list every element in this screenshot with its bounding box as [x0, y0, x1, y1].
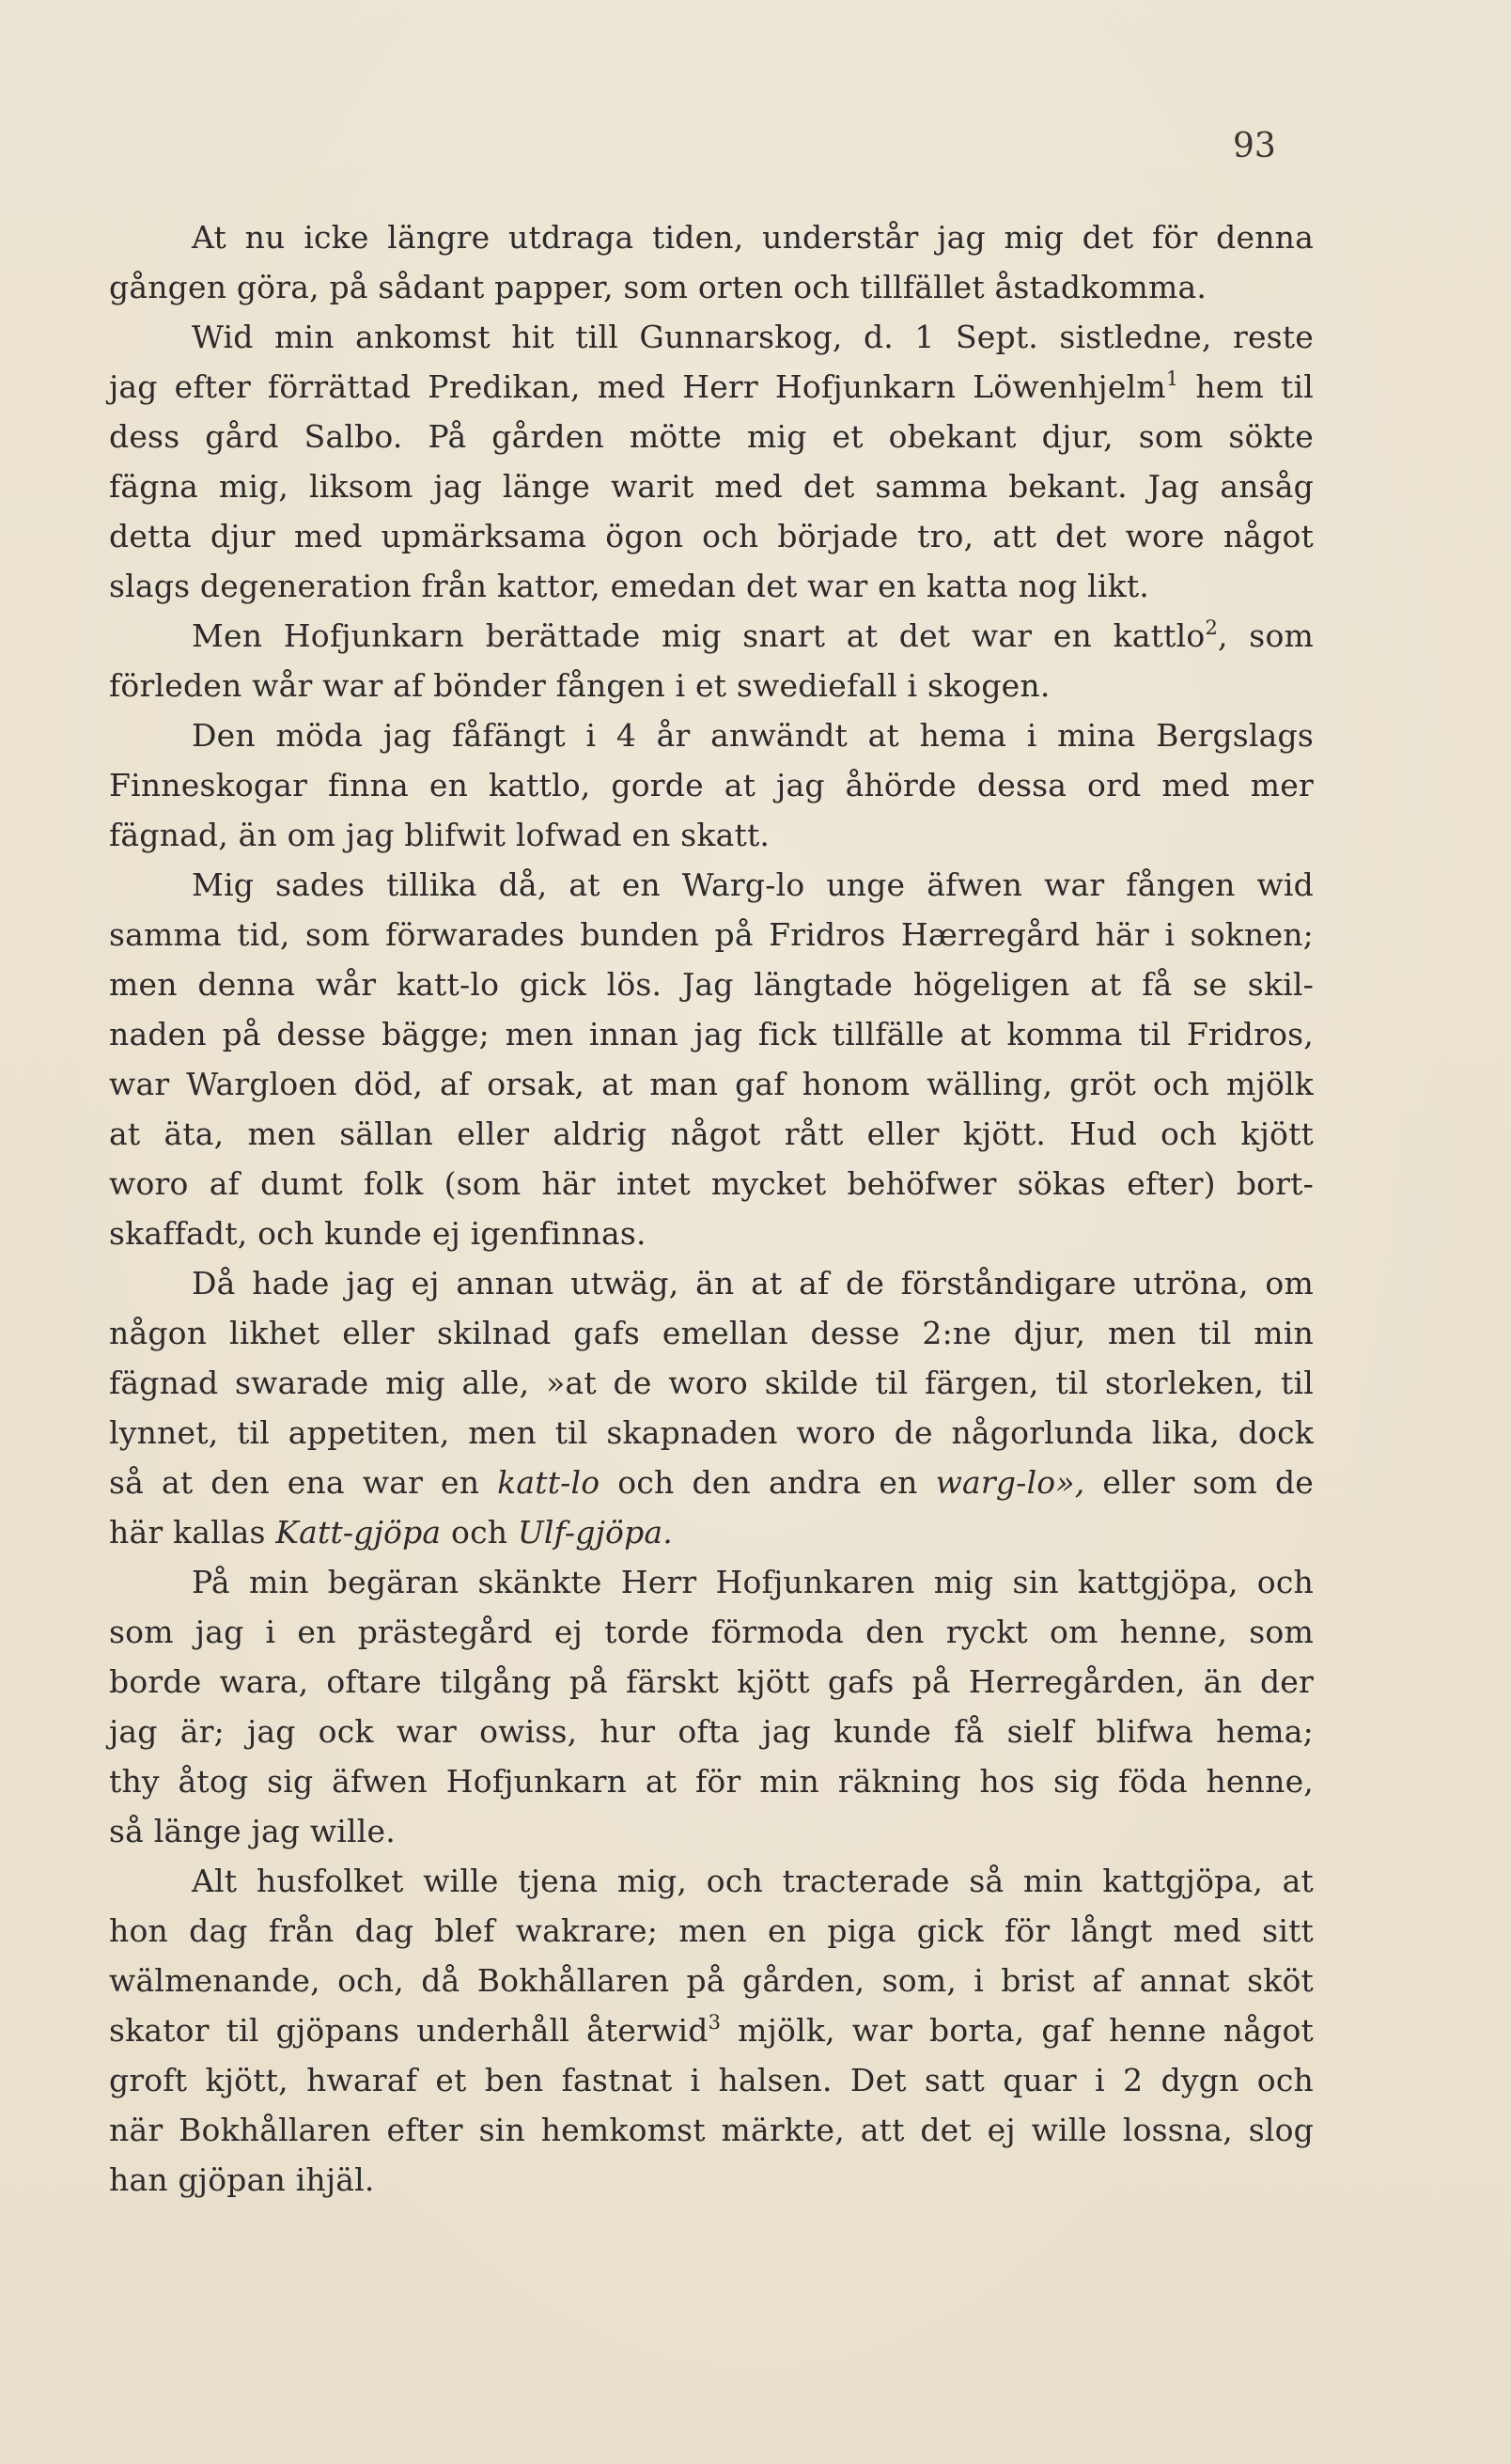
footnote-marker: 3: [708, 2011, 722, 2034]
text-line: Mig sades tillika då, at en Warg-lo unge äfwen war fången wid: [192, 866, 1314, 903]
text-segment: , som: [1218, 617, 1315, 654]
text-line: så länge jag wille.: [109, 1813, 396, 1849]
text-line: [109, 1507, 1314, 1557]
text-line: hon dag från dag blef wakrare; men en piga gick för långt med sitt: [109, 1912, 1314, 1949]
italic-term: Ulf-gjöpa.: [517, 1514, 673, 1551]
text-segment: eller som de: [1084, 1464, 1315, 1501]
text-segment: skator til gjöpans underhåll återwid: [109, 2012, 709, 2049]
text-line: [109, 611, 1314, 661]
text-line: slags degeneration från kattor, emedan det war en katta nog likt.: [109, 568, 1149, 604]
text-line: [109, 362, 1314, 412]
text-line: [109, 1458, 1314, 1507]
text-line: fägnad swarade mig alle, »at de woro skilde til färgen, til storleken, til: [109, 1365, 1314, 1401]
text-line: woro af dumt folk (som här intet mycket behöfwer sökas efter) bort-: [109, 1165, 1314, 1202]
text-line: samma tid, som förwarades bunden på Fridros Hærregård här i soknen;: [109, 916, 1314, 953]
text-line: På min begäran skänkte Herr Hofjunkaren mig sin kattgjöpa, och: [192, 1564, 1314, 1600]
text-segment: här kallas: [109, 1514, 276, 1551]
text-line: skaffadt, och kunde ej igenfinnas.: [109, 1215, 646, 1252]
text-line: at äta, men sällan eller aldrig något rått eller kjött. Hud och kjött: [109, 1115, 1314, 1152]
text-segment: och den andra en: [600, 1464, 936, 1501]
text-line: naden på desse bägge; men innan jag fick tillfälle at komma til Fridros,: [109, 1016, 1314, 1053]
text-line: Finneskogar finna en kattlo, gorde at jag åhörde dessa ord med mer: [109, 767, 1314, 803]
text-line: thy åtog sig äfwen Hofjunkarn at för min räkning hos sig föda henne,: [109, 1763, 1314, 1800]
text-line: fägnad, än om jag blifwit lofwad en skatt.: [109, 817, 771, 853]
page-number: 93: [1233, 127, 1276, 165]
text-line: detta djur med upmärksama ögon och började tro, att det wore något: [109, 518, 1314, 554]
text-line: när Bokhållaren efter sin hemkomst märkte, att det ej wille lossna, slog: [109, 2112, 1314, 2148]
text-line: förleden wår war af bönder fången i et swediefall i skogen.: [109, 667, 1051, 704]
text-line: gången göra, på sådant papper, som orten och tillfället åstadkomma.: [109, 269, 1207, 305]
text-line: Då hade jag ej annan utwäg, än at af de förståndigare utröna, om: [192, 1265, 1314, 1302]
text-line: wälmenande, och, då Bokhållaren på gården, som, i brist af annat sköt: [109, 1962, 1314, 1999]
text-line: lynnet, til appetiten, men til skapnaden woro de någorlunda lika, dock: [109, 1414, 1314, 1451]
text-line: som jag i en prästegård ej torde förmoda den ryckt om henne, som: [109, 1614, 1314, 1650]
italic-term: katt-lo: [497, 1464, 600, 1501]
text-segment: Men Hofjunkarn berättade mig snart at det war en kattlo: [192, 617, 1206, 654]
text-segment: och: [441, 1514, 518, 1551]
text-line: han gjöpan ihjäl.: [109, 2161, 375, 2198]
text-line: fägna mig, liksom jag länge warit med det samma bekant. Jag ansåg: [109, 468, 1314, 505]
text-segment: så at den ena war en: [109, 1464, 498, 1501]
body-text: [109, 212, 1314, 2205]
text-line: [109, 2005, 1314, 2055]
footnote-marker: 2: [1205, 616, 1218, 639]
text-line: men denna wår katt-lo gick lös. Jag längtade högeligen at få se skil-: [109, 966, 1314, 1003]
italic-term: warg-lo»,: [935, 1464, 1085, 1501]
text-line: Den möda jag fåfängt i 4 år anwändt at hema i mina Bergslags: [192, 717, 1314, 754]
text-line: jag är; jag ock war owiss, hur ofta jag kunde få sielf blifwa hema;: [109, 1713, 1314, 1750]
text-line: war Wargloen död, af orsak, at man gaf honom wälling, gröt och mjölk: [109, 1066, 1314, 1102]
text-segment: jag efter förrättad Predikan, med Herr Hofjunkarn Löwenhjelm: [109, 368, 1166, 405]
text-segment: mjölk, war borta, gaf henne något: [721, 2012, 1314, 2049]
text-line: någon likhet eller skilnad gafs emellan desse 2:ne djur, men til min: [109, 1315, 1314, 1351]
text-line: Alt husfolket wille tjena mig, och tracterade så min kattgjöpa, at: [192, 1863, 1314, 1899]
footnote-marker: 1: [1165, 367, 1179, 390]
text-line: Wid min ankomst hit till Gunnarskog, d. 1 Sept. sistledne, reste: [192, 319, 1314, 355]
text-line: groft kjött, hwaraf et ben fastnat i halsen. Det satt quar i 2 dygn och: [109, 2062, 1314, 2098]
text-line: borde wara, oftare tilgång på färskt kjött gafs på Herregården, än der: [109, 1663, 1314, 1700]
text-line: dess gård Salbo. På gården mötte mig et obekant djur, som sökte: [109, 418, 1314, 455]
text-line: At nu icke längre utdraga tiden, understår jag mig det för denna: [192, 219, 1314, 256]
text-segment: hem til: [1178, 368, 1314, 405]
italic-term: Katt-gjöpa: [275, 1514, 442, 1551]
